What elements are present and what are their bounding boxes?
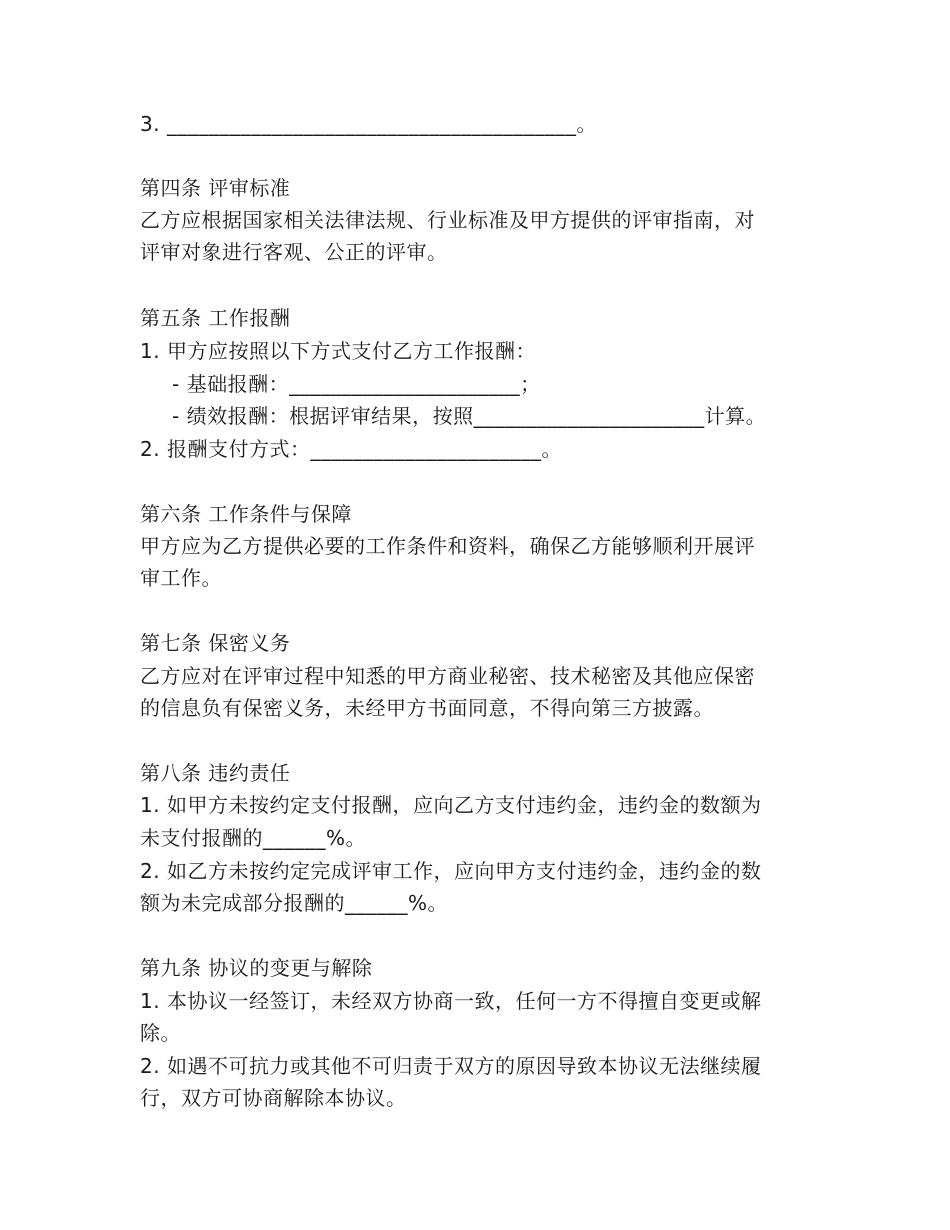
article-5-item-2: 2. 报酬支付方式：______________________。 [140,437,562,461]
article-9-item-2-line-1: 2. 如遇不可抗力或其他不可归责于双方的原因导致本协议无法继续履 [140,1054,762,1078]
article-8-item-1-line-2: 未支付报酬的______%。 [140,826,367,850]
article-8-item-1-line-1: 1. 如甲方未按约定支付报酬，应向乙方支付违约金，违约金的数额为 [140,793,762,817]
article-8-item-2-line-2: 额为未完成部分报酬的______%。 [140,891,449,915]
article-5-performance-pay: - 绩效报酬：根据评审结果，按照______________________计算。 [172,404,767,428]
article-4-text-line-1: 乙方应根据国家相关法律法规、行业标准及甲方提供的评审指南，对 [140,208,755,232]
article-8-item-2-line-1: 2. 如乙方未按约定完成评审工作，应向甲方支付违约金，违约金的数 [140,859,762,883]
article-8-title: 第八条 违约责任 [140,761,291,785]
article-6-text-line-1: 甲方应为乙方提供必要的工作条件和资料，确保乙方能够顺利开展评 [140,534,755,558]
article-4-title: 第四条 评审标准 [140,176,291,200]
article-6-text-line-2: 审工作。 [140,566,222,590]
article-6-title: 第六条 工作条件与保障 [140,502,352,526]
article-5-title: 第五条 工作报酬 [140,306,291,330]
article-5-item-1: 1. 甲方应按照以下方式支付乙方工作报酬： [140,339,536,363]
article-5-base-pay: - 基础报酬：______________________； [172,372,541,396]
article-9-title: 第九条 协议的变更与解除 [140,956,373,980]
clause-3-item-3: 3. _______________________________________。 [140,112,597,136]
article-9-item-1-line-1: 1. 本协议一经签订，未经双方协商一致，任何一方不得擅自变更或解 [140,989,762,1013]
article-7-text-line-2: 的信息负有保密义务，未经甲方书面同意，不得向第三方披露。 [140,696,714,720]
article-7-title: 第七条 保密义务 [140,631,291,655]
article-4-text-line-2: 评审对象进行客观、公正的评审。 [140,240,448,264]
article-9-item-1-line-2: 除。 [140,1021,181,1045]
article-9-item-2-line-2: 行，双方可协商解除本协议。 [140,1086,407,1110]
article-7-text-line-1: 乙方应对在评审过程中知悉的甲方商业秘密、技术秘密及其他应保密 [140,664,755,688]
